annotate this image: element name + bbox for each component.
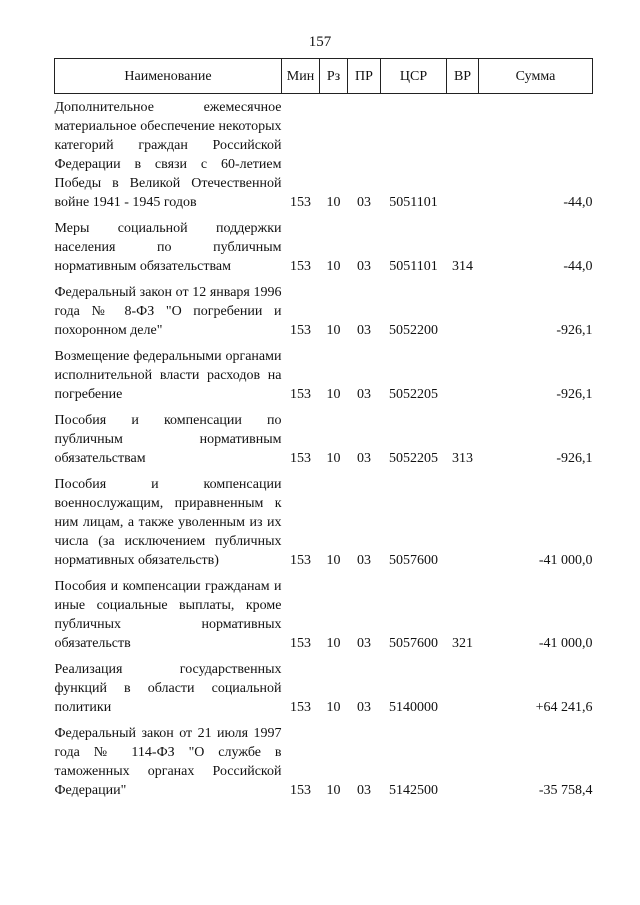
row-pr: 03 xyxy=(357,387,371,402)
row-name: Федеральный закон от 12 января 1996 года № 8-ФЗ "О погребении и похоронном деле" xyxy=(54,285,282,338)
row-vr xyxy=(447,347,479,411)
row-csr: 5057600 xyxy=(389,553,438,568)
row-pr: 03 xyxy=(357,451,371,466)
page-number: 157 xyxy=(308,34,332,50)
row-rz: 10 xyxy=(326,783,341,798)
row-min: 153 xyxy=(290,451,311,466)
row-name: Пособия и компенсации военнослужащим, приравненным к ним лицам, а также уволенным из их числа (за исключением публичных нормативных обязательств) xyxy=(54,477,282,568)
row-min: 153 xyxy=(290,636,311,651)
row-name: Дополнительное ежемесячное материальное обеспечение некоторых категорий граждан Российской Федерации в связи с 60-летием Победы в Великой Отечественной войне 1941 - 1945 годов xyxy=(54,100,282,210)
row-csr: 5142500 xyxy=(389,783,438,798)
table-header xyxy=(55,59,593,94)
row-sum: -44,0 xyxy=(563,259,593,274)
row-vr xyxy=(447,475,479,577)
table-row xyxy=(55,577,593,660)
row-pr: 03 xyxy=(357,636,371,651)
row-name: Возмещение федеральными органами исполнительной власти расходов на погребение xyxy=(54,349,282,402)
header-vr: ВР xyxy=(447,59,479,94)
row-rz: 10 xyxy=(326,553,341,568)
row-min: 153 xyxy=(290,700,311,715)
header-pr: ПР xyxy=(348,59,381,94)
table-row xyxy=(55,283,593,347)
row-name: Пособия и компенсации по публичным нормативным обязательствам xyxy=(54,413,282,466)
row-pr: 03 xyxy=(357,553,371,568)
row-csr: 5051101 xyxy=(389,259,438,274)
row-pr: 03 xyxy=(357,323,371,338)
header-sum: Сумма xyxy=(479,59,593,94)
header-rz: Рз xyxy=(320,59,348,94)
row-sum: -41 000,0 xyxy=(538,636,593,651)
row-name: Федеральный закон от 21 июля 1997 года № 114-ФЗ "О службе в таможенных органах Российской Федерации" xyxy=(54,726,282,798)
table-row xyxy=(55,219,593,283)
row-sum: -926,1 xyxy=(556,451,593,466)
row-min: 153 xyxy=(290,387,311,402)
table-row xyxy=(55,724,593,807)
row-min: 153 xyxy=(290,783,311,798)
header-row xyxy=(55,59,593,94)
row-pr: 03 xyxy=(357,783,371,798)
row-name: Реализация государственных функций в области социальной политики xyxy=(54,662,282,715)
row-rz: 10 xyxy=(326,195,341,210)
table-body xyxy=(55,94,593,808)
row-rz: 10 xyxy=(326,636,341,651)
row-name: Пособия и компенсации гражданам и иные социальные выплаты, кроме публичных нормативных обязательств xyxy=(54,579,282,651)
row-rz: 10 xyxy=(326,700,341,715)
row-sum: -44,0 xyxy=(563,195,593,210)
row-sum: -926,1 xyxy=(556,323,593,338)
row-vr xyxy=(447,660,479,724)
row-rz: 10 xyxy=(326,387,341,402)
row-rz: 10 xyxy=(326,323,341,338)
header-min: Мин xyxy=(282,59,320,94)
row-sum: -35 758,4 xyxy=(538,783,593,798)
row-csr: 5051101 xyxy=(389,195,438,210)
row-min: 153 xyxy=(290,195,311,210)
row-vr: 313 xyxy=(452,451,473,466)
row-csr: 5052200 xyxy=(389,323,438,338)
row-csr: 5140000 xyxy=(389,700,438,715)
header-csr: ЦСР xyxy=(381,59,447,94)
table-row xyxy=(55,94,593,220)
row-vr xyxy=(447,283,479,347)
table-row xyxy=(55,475,593,577)
table-row xyxy=(55,411,593,475)
row-rz: 10 xyxy=(326,259,341,274)
row-min: 153 xyxy=(290,553,311,568)
row-pr: 03 xyxy=(357,195,371,210)
row-sum: +64 241,6 xyxy=(535,700,593,715)
row-vr xyxy=(447,724,479,807)
row-rz: 10 xyxy=(326,451,341,466)
row-vr xyxy=(447,94,479,220)
row-min: 153 xyxy=(290,259,311,274)
row-name: Меры социальной поддержки населения по публичным нормативным обязательствам xyxy=(54,221,282,274)
row-vr: 321 xyxy=(452,636,473,651)
row-sum: -926,1 xyxy=(556,387,593,402)
row-sum: -41 000,0 xyxy=(538,553,593,568)
row-csr: 5057600 xyxy=(389,636,438,651)
row-pr: 03 xyxy=(357,700,371,715)
row-csr: 5052205 xyxy=(389,387,438,402)
table-row xyxy=(55,347,593,411)
row-min: 153 xyxy=(290,323,311,338)
row-csr: 5052205 xyxy=(389,451,438,466)
budget-table xyxy=(54,58,593,807)
header-name: Наименование xyxy=(55,59,282,94)
table-row xyxy=(55,660,593,724)
row-pr: 03 xyxy=(357,259,371,274)
row-vr: 314 xyxy=(452,259,473,274)
